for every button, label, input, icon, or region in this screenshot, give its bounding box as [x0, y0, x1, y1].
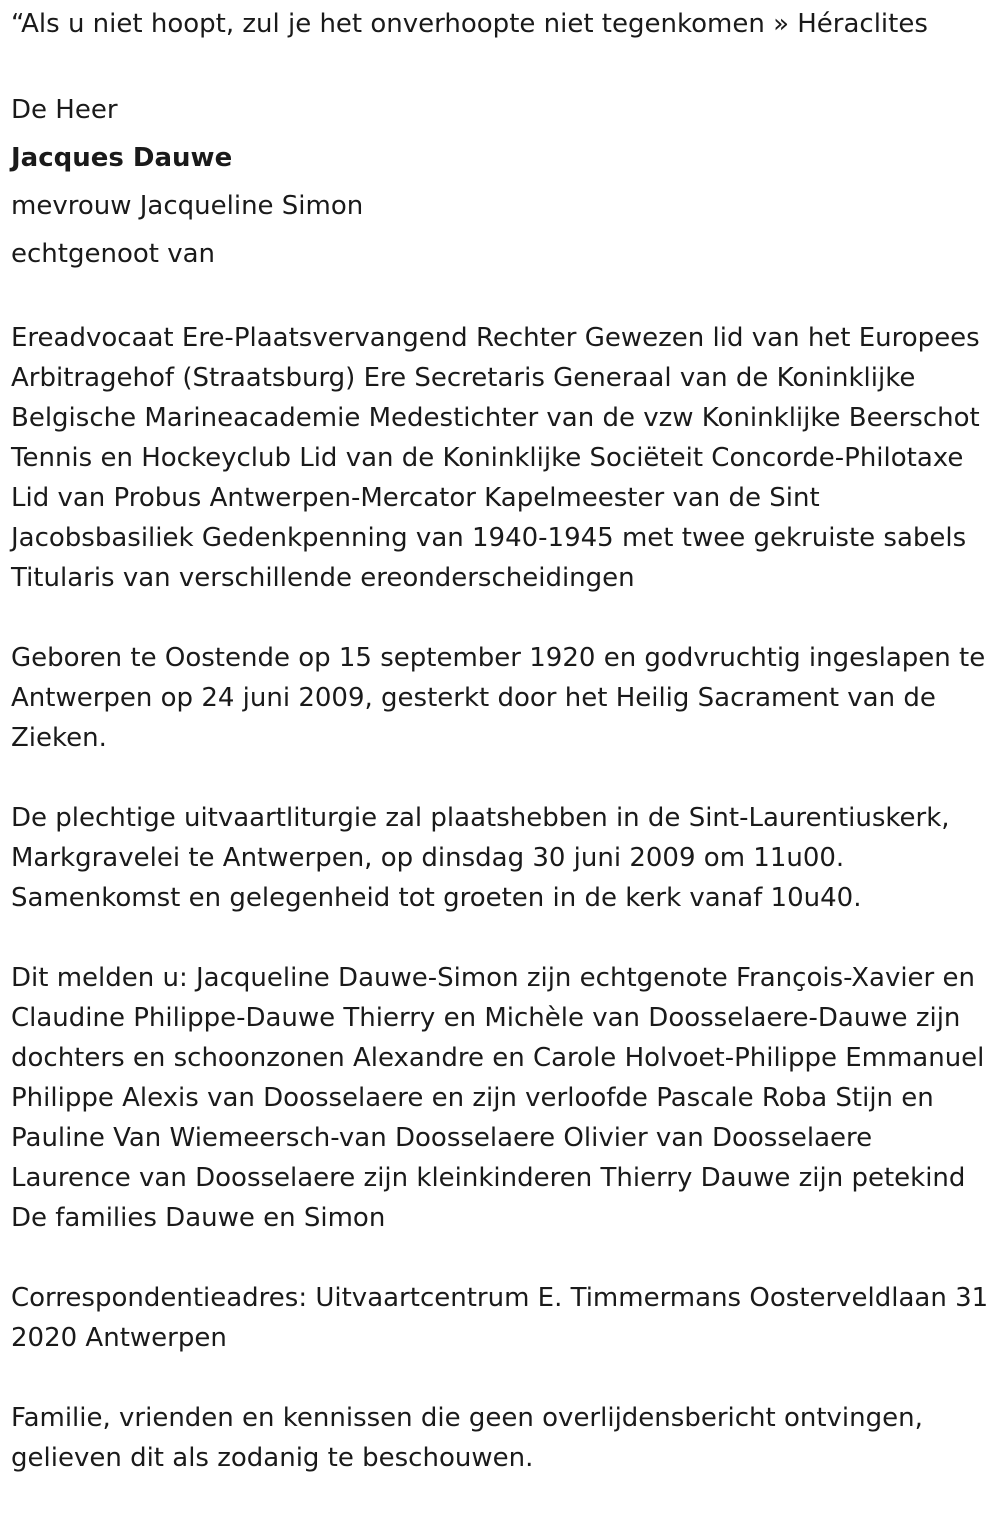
deceased-name: Jacques Dauwe — [11, 143, 233, 173]
spacer — [11, 278, 996, 318]
titles-paragraph: Ereadvocaat Ere-Plaatsvervangend Rechter Gewezen lid van het Europees Arbitragehof (Straatsburg) Ere Secretaris Generaal van de Koninklijke Belgische Marineacademie Medestichter van de vzw Koninklijke Beerschot Tennis en Hockeyclub Lid van de Koninklijke Sociëteit Concorde-Philotaxe Lid van Probus Antwerpen-Mercator Kapelmeester van de Sint Jacobsbasiliek Gedenkpenning van 1940-1945 met twee gekruiste sabels Titularis van verschillende ereonderscheidingen — [11, 323, 980, 593]
spouse-name: mevrouw Jacqueline Simon — [11, 191, 364, 221]
address-paragraph: Correspondentieadres: Uitvaartcentrum E. Timmermans Oosterveldlaan 31 2020 Antwerpen — [11, 1283, 989, 1353]
honorific: De Heer — [11, 95, 118, 125]
obituary-notice — [11, 4, 996, 1478]
closing-paragraph: Familie, vrienden en kennissen die geen overlijdensbericht ontvingen, gelieven dit als zodanig te beschouwen. — [11, 1403, 923, 1473]
epigraph-quote: “Als u niet hoopt, zul je het onverhoopte niet tegenkomen » Héraclites — [11, 9, 928, 39]
spacer — [11, 1238, 996, 1278]
spacer — [11, 758, 996, 798]
spacer — [11, 1358, 996, 1398]
family-paragraph: Dit melden u: Jacqueline Dauwe-Simon zijn echtgenote François-Xavier en Claudine Philippe-Dauwe Thierry en Michèle van Doosselaere-Dauwe zijn dochters en schoonzonen Alexandre en Carole Holvoet-Philippe Emmanuel Philippe Alexis van Doosselaere en zijn verloofde Pascale Roba Stijn en Pauline Van Wiemeersch-van Doosselaere Olivier van Doosselaere Laurence van Doosselaere zijn kleinkinderen Thierry Dauwe zijn petekind De families Dauwe en Simon — [11, 963, 985, 1233]
spacer — [11, 44, 996, 86]
birth-death-paragraph: Geboren te Oostende op 15 september 1920 en godvruchtig ingeslapen te Antwerpen op 24 juni 2009, gesterkt door het Heilig Sacrament van de Zieken. — [11, 643, 986, 753]
spacer — [11, 918, 996, 958]
funeral-paragraph: De plechtige uitvaartliturgie zal plaatshebben in de Sint-Laurentiuskerk, Markgravelei te Antwerpen, op dinsdag 30 juni 2009 om 11u00. Samenkomst en gelegenheid tot groeten in de kerk vanaf 10u40. — [11, 803, 950, 913]
relation-label: echtgenoot van — [11, 239, 216, 269]
spacer — [11, 598, 996, 638]
